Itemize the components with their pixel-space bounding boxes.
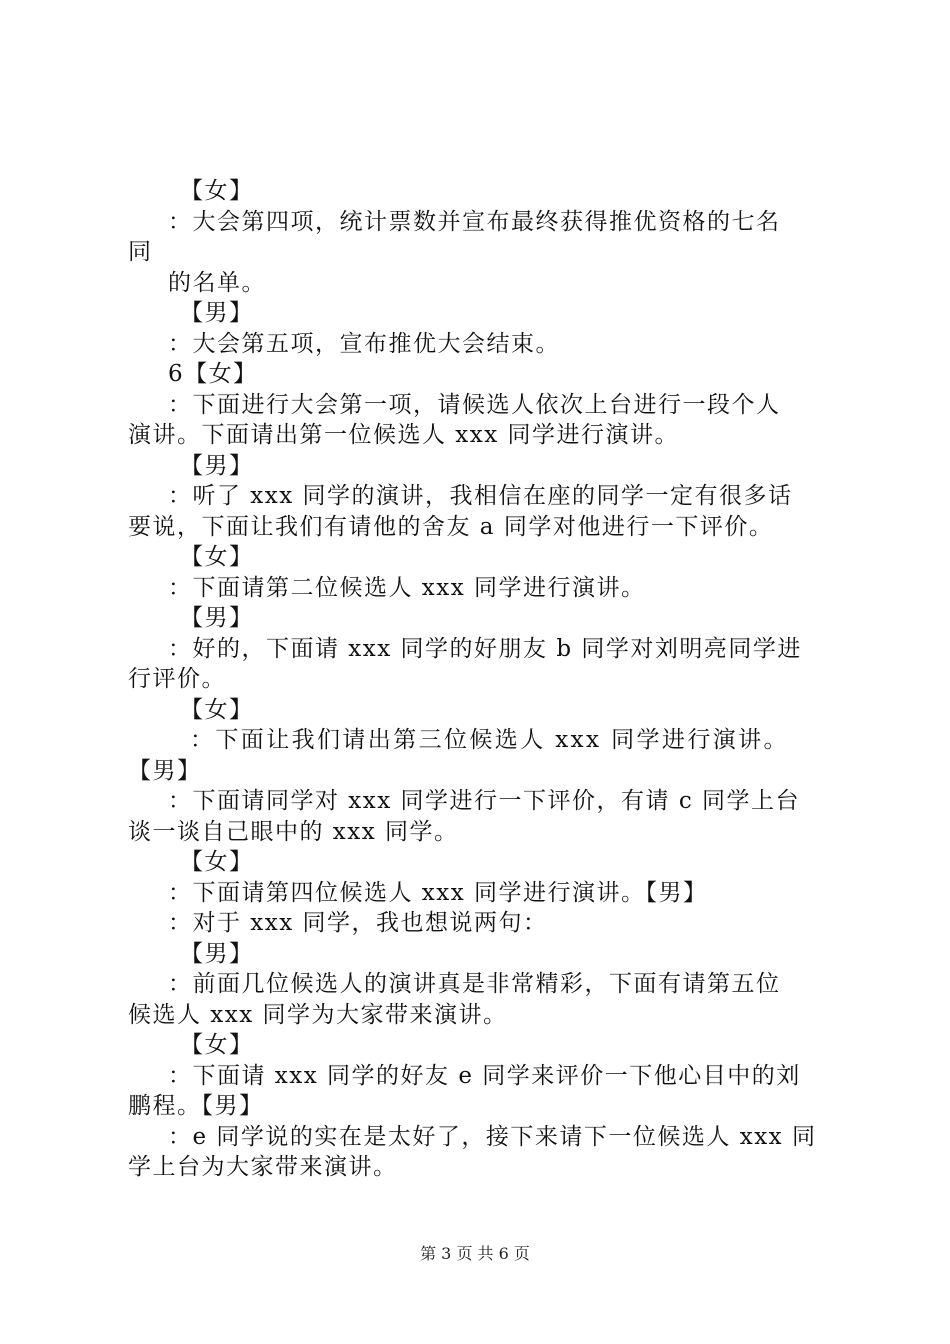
dialogue-line: ：对于 xxx 同学，我也想说两句： <box>168 910 548 936</box>
dialogue-line: ：下面进行大会第一项，请候选人依次上台进行一段个人 <box>168 391 781 418</box>
dialogue-line: ：下面请 xxx 同学的好友 e 同学来评价一下他心目中的刘 <box>168 1062 801 1089</box>
speaker-label: 【女】 <box>180 849 254 875</box>
dialogue-line: 同 <box>128 239 153 265</box>
speaker-label: 【男】 <box>180 605 254 631</box>
dialogue-line: ：下面让我们请出第三位候选人 xxx 同学进行演讲。 <box>190 727 789 753</box>
dialogue-line: ：下面请同学对 xxx 同学进行一下评价，有请 c 同学上台 <box>168 788 801 814</box>
dialogue-line: ：下面请第四位候选人 xxx 同学进行演讲。【男】 <box>168 879 708 906</box>
dialogue-line: ：听了 xxx 同学的演讲，我相信在座的同学一定有很多话 <box>168 483 793 509</box>
dialogue-line: 要说，下面让我们有请他的舍友 a 同学对他进行一下评价。 <box>128 513 774 540</box>
dialogue-line: ：大会第五项，宣布推优大会结束。 <box>168 330 560 357</box>
dialogue-line: ：e 同学说的实在是太好了，接下来请下一位候选人 xxx 同 <box>168 1123 817 1150</box>
speaker-label: 【女】 <box>180 1032 254 1058</box>
speaker-label: 【女】 <box>180 696 254 723</box>
document-body <box>128 176 838 1183</box>
page-number-footer: 第 3 页 共 6 页 <box>420 1244 530 1263</box>
dialogue-line: ：好的，下面请 xxx 同学的好朋友 b 同学对刘明亮同学进 <box>168 635 802 662</box>
speaker-label: 【女】 <box>180 178 254 204</box>
dialogue-line: 演讲。下面请出第一位候选人 xxx 同学进行演讲。 <box>128 422 680 448</box>
dialogue-line: 的名单。 <box>168 269 266 296</box>
speaker-label: 【男】 <box>180 452 254 479</box>
speaker-label: 【男】 <box>180 300 254 326</box>
dialogue-line: 候选人 xxx 同学为大家带来演讲。 <box>128 1001 508 1028</box>
dialogue-line: 谈一谈自己眼中的 xxx 同学。 <box>128 818 459 845</box>
speaker-label: 6【女】 <box>168 361 258 387</box>
dialogue-line: ：下面请第二位候选人 xxx 同学进行演讲。 <box>168 574 646 601</box>
dialogue-line: ：大会第四项，统计票数并宣布最终获得推优资格的七名 <box>168 208 781 235</box>
dialogue-line: 行评价。 <box>128 666 226 692</box>
speaker-label: 【男】 <box>180 940 254 967</box>
dialogue-line: 学上台为大家带来演讲。 <box>128 1154 398 1180</box>
speaker-label: 【女】 <box>180 544 254 570</box>
dialogue-line: 鹏程。【男】 <box>128 1093 264 1119</box>
speaker-label: 【男】 <box>128 757 202 784</box>
dialogue-line: ：前面几位候选人的演讲真是非常精彩，下面有请第五位 <box>168 971 781 997</box>
